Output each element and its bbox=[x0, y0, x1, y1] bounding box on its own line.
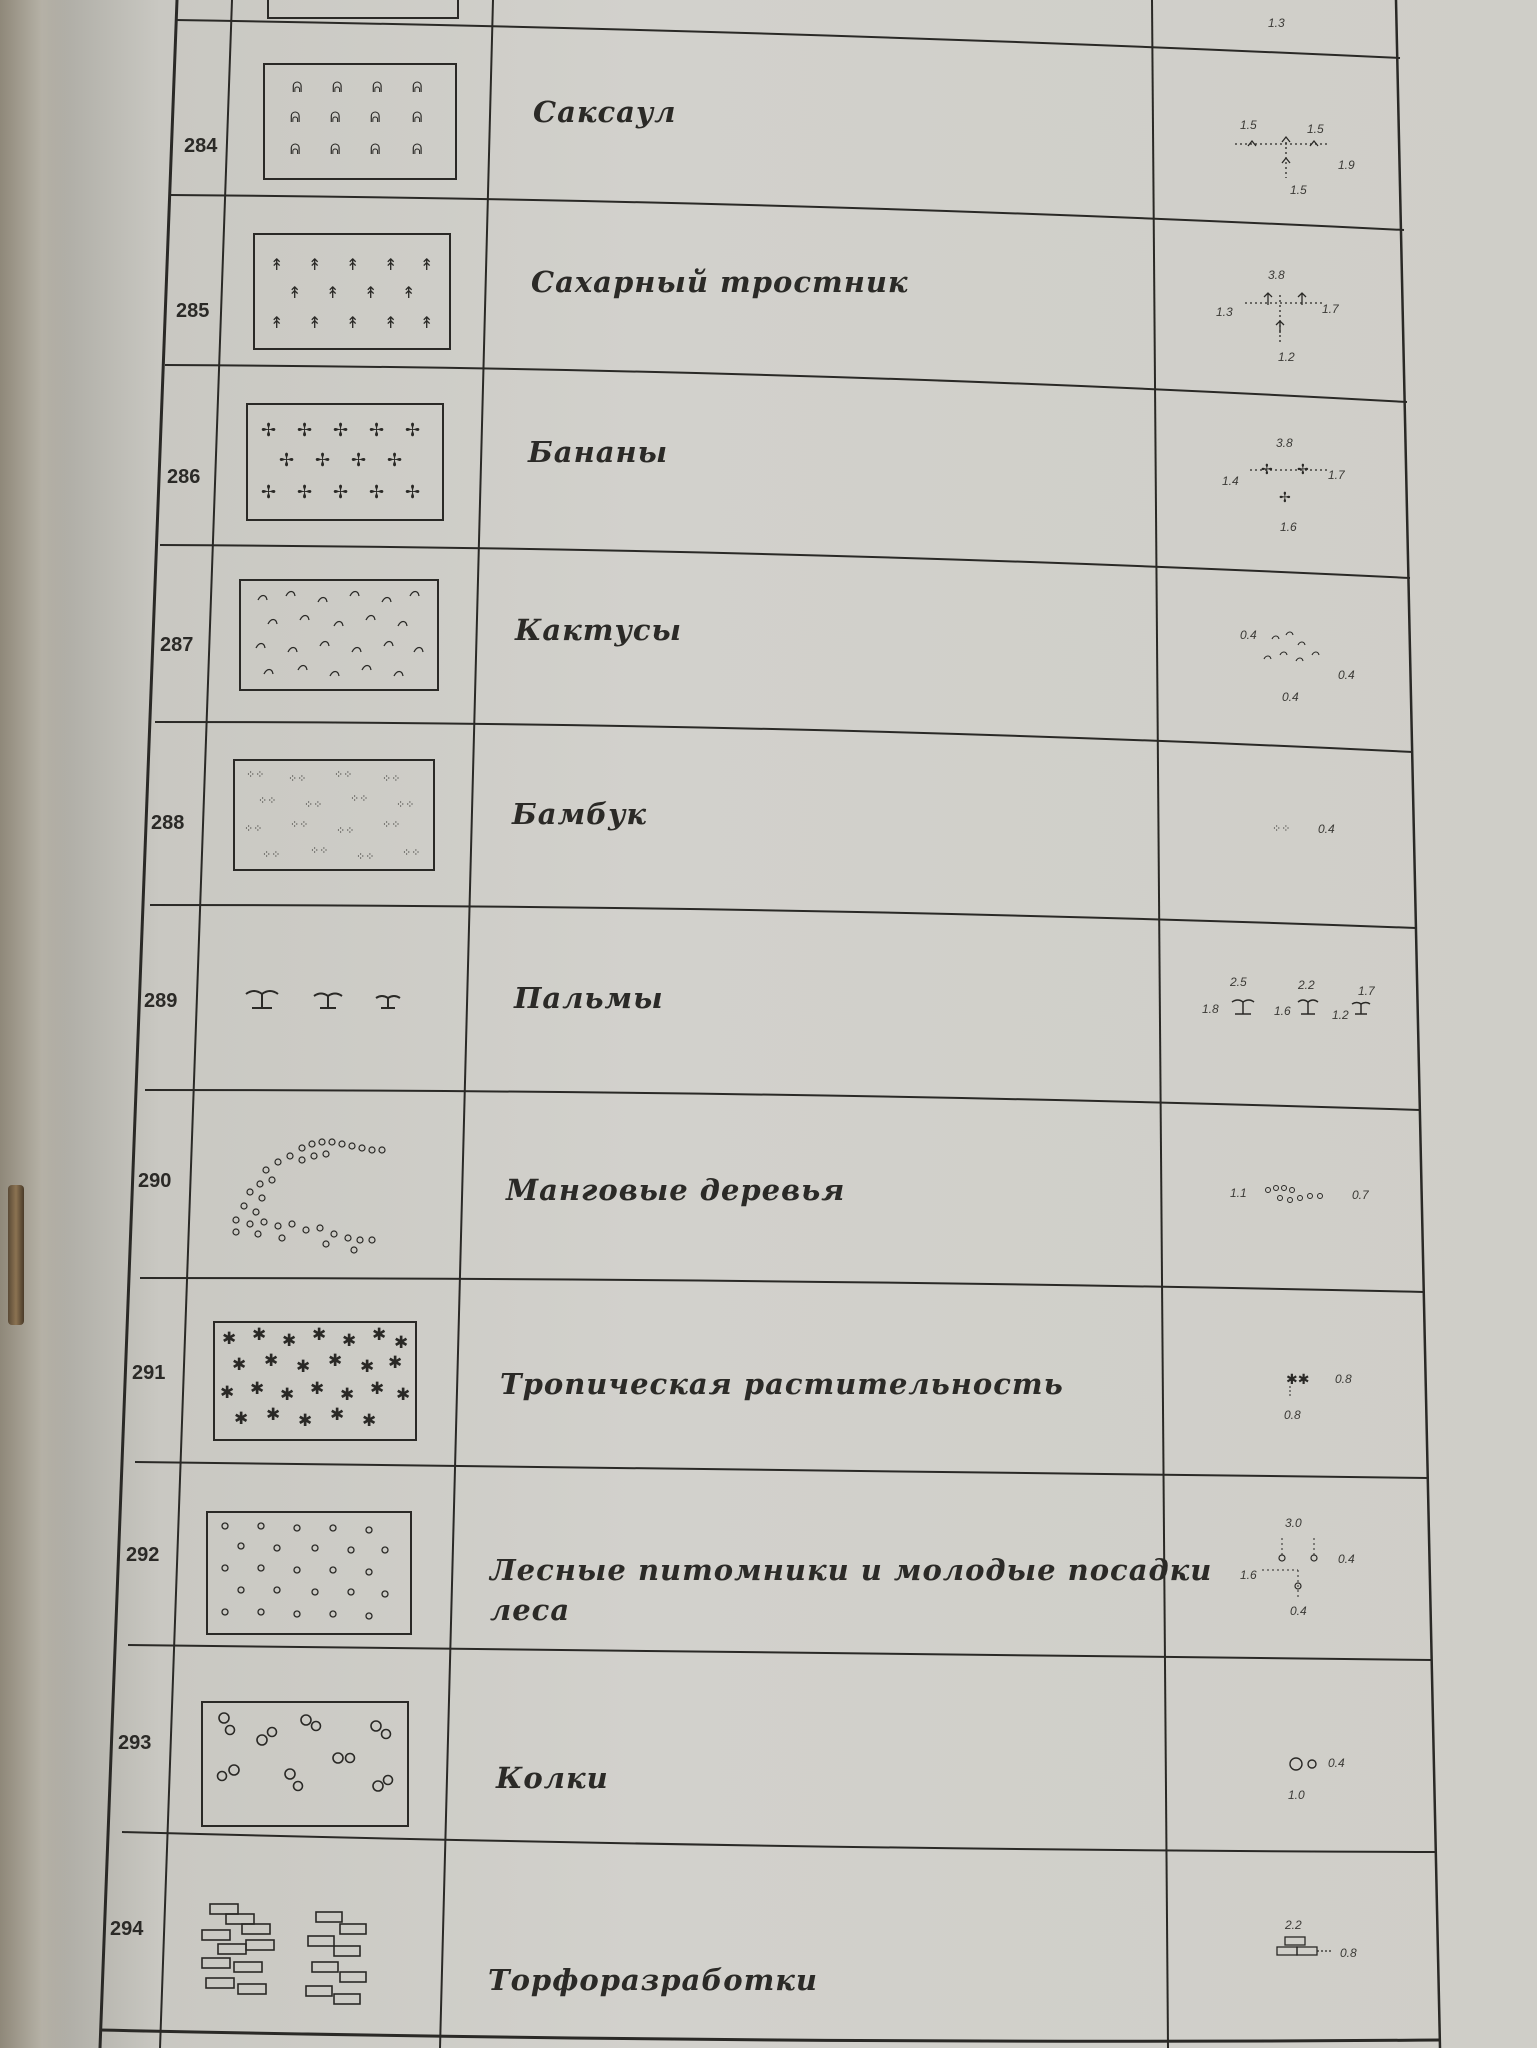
svg-text:ᕱ: ᕱ bbox=[290, 110, 301, 126]
palm-symbol bbox=[240, 986, 410, 1016]
svg-text:✱: ✱ bbox=[330, 1405, 345, 1425]
svg-text:↟: ↟ bbox=[346, 313, 360, 332]
svg-text:✢: ✢ bbox=[297, 420, 313, 441]
svg-text:↟: ↟ bbox=[308, 313, 322, 332]
svg-text:✢: ✢ bbox=[279, 450, 295, 471]
svg-text:✱: ✱ bbox=[312, 1325, 327, 1345]
dim-label: 1.7 bbox=[1358, 984, 1375, 998]
dim-label: 2.5 bbox=[1230, 975, 1247, 989]
svg-text:⁘⁘: ⁘⁘ bbox=[304, 798, 323, 811]
dim-label: 0.4 bbox=[1240, 628, 1257, 642]
svg-text:✱: ✱ bbox=[264, 1351, 279, 1371]
svg-text:✢: ✢ bbox=[261, 482, 277, 503]
row-name: Кактусы bbox=[515, 613, 682, 647]
svg-text:✢: ✢ bbox=[369, 482, 385, 503]
svg-text:ᕱ: ᕱ bbox=[412, 80, 423, 96]
row-number: 291 bbox=[132, 1362, 166, 1384]
dim-label: 0.4 bbox=[1318, 822, 1335, 836]
dim-label: 1.8 bbox=[1202, 1002, 1219, 1016]
svg-text:✱: ✱ bbox=[388, 1353, 403, 1373]
svg-text:⁘⁘: ⁘⁘ bbox=[1272, 822, 1291, 835]
svg-text:⁘⁘: ⁘⁘ bbox=[262, 848, 281, 861]
svg-text:✢: ✢ bbox=[315, 450, 331, 471]
dim-label: 1.1 bbox=[1230, 1186, 1247, 1200]
svg-text:✱: ✱ bbox=[372, 1325, 387, 1345]
svg-text:✱: ✱ bbox=[222, 1329, 237, 1349]
kolki-dimension-sketch bbox=[1284, 1754, 1324, 1784]
dim-label: 1.3 bbox=[1216, 305, 1233, 319]
dim-label: 1.5 bbox=[1290, 183, 1307, 197]
svg-text:ᕱ: ᕱ bbox=[330, 142, 341, 158]
svg-text:⁘⁘: ⁘⁘ bbox=[356, 850, 375, 863]
svg-text:↟: ↟ bbox=[420, 255, 434, 274]
svg-text:⁘⁘: ⁘⁘ bbox=[310, 844, 329, 857]
svg-text:✱: ✱ bbox=[394, 1333, 409, 1353]
svg-text:✢: ✢ bbox=[387, 450, 403, 471]
svg-text:✱: ✱ bbox=[280, 1385, 295, 1405]
svg-text:ᕱ: ᕱ bbox=[332, 80, 343, 96]
svg-text:✢: ✢ bbox=[369, 420, 385, 441]
cactus-symbol bbox=[238, 578, 442, 696]
dim-label: 3.0 bbox=[1285, 1516, 1302, 1530]
svg-text:↟: ↟ bbox=[326, 283, 340, 302]
svg-text:⁘⁘: ⁘⁘ bbox=[402, 846, 421, 859]
svg-text:✱: ✱ bbox=[340, 1385, 355, 1405]
svg-text:⁘⁘: ⁘⁘ bbox=[288, 772, 307, 785]
banana-symbol bbox=[245, 402, 447, 526]
dim-label: 0.4 bbox=[1290, 1604, 1307, 1618]
dim-label: 1.6 bbox=[1240, 1568, 1257, 1582]
banana-dimension-sketch bbox=[1245, 452, 1335, 517]
dim-label: 0.4 bbox=[1338, 668, 1355, 682]
svg-text:↟: ↟ bbox=[288, 283, 302, 302]
svg-text:✱: ✱ bbox=[370, 1379, 385, 1399]
svg-text:ᕱ: ᕱ bbox=[370, 110, 381, 126]
svg-text:↟: ↟ bbox=[308, 255, 322, 274]
bamboo-symbol bbox=[232, 758, 438, 876]
dim-label: 0.8 bbox=[1340, 1946, 1357, 1960]
dim-label: 1.5 bbox=[1307, 122, 1324, 136]
dim-label: 0.8 bbox=[1335, 1372, 1352, 1386]
svg-text:✱: ✱ bbox=[266, 1405, 281, 1425]
svg-text:↟: ↟ bbox=[270, 255, 284, 274]
svg-text:✢: ✢ bbox=[261, 420, 277, 441]
nursery-symbol bbox=[205, 1510, 415, 1638]
svg-text:✢: ✢ bbox=[297, 482, 313, 503]
dim-label: 2.2 bbox=[1298, 978, 1315, 992]
row-number: 286 bbox=[167, 466, 201, 488]
svg-text:✢: ✢ bbox=[1261, 462, 1273, 478]
dim-label: 0.7 bbox=[1352, 1188, 1369, 1202]
top-partial-dim: 1.3 bbox=[1268, 16, 1285, 30]
svg-text:✱: ✱ bbox=[362, 1411, 377, 1431]
dim-label: 1.4 bbox=[1222, 474, 1239, 488]
svg-text:✢: ✢ bbox=[333, 420, 349, 441]
nursery-dimension-sketch bbox=[1262, 1530, 1342, 1605]
dim-label: 0.4 bbox=[1282, 690, 1299, 704]
svg-text:⁘⁘: ⁘⁘ bbox=[290, 818, 309, 831]
dim-label: 1.2 bbox=[1278, 350, 1295, 364]
row-name: Пальмы bbox=[514, 981, 664, 1015]
svg-text:✱: ✱ bbox=[250, 1379, 265, 1399]
svg-text:ᕱ: ᕱ bbox=[412, 142, 423, 158]
dim-label: 1.0 bbox=[1288, 1788, 1305, 1802]
svg-text:ᕱ: ᕱ bbox=[412, 110, 423, 126]
svg-text:↟: ↟ bbox=[402, 283, 416, 302]
svg-text:✱: ✱ bbox=[360, 1357, 375, 1377]
svg-text:✱✱: ✱✱ bbox=[1286, 1372, 1310, 1388]
row-number: 289 bbox=[144, 990, 178, 1012]
cactus-dimension-sketch bbox=[1258, 625, 1338, 687]
row-number: 284 bbox=[184, 135, 218, 157]
dim-label: 1.7 bbox=[1322, 302, 1339, 316]
svg-text:✢: ✢ bbox=[1279, 490, 1291, 506]
palm-dimension-sketch bbox=[1218, 994, 1388, 1022]
svg-text:✱: ✱ bbox=[342, 1331, 357, 1351]
dim-label: 1.9 bbox=[1338, 158, 1355, 172]
svg-text:↟: ↟ bbox=[270, 313, 284, 332]
row-number: 292 bbox=[126, 1544, 160, 1566]
row-name: Саксаул bbox=[533, 95, 677, 129]
row-number: 285 bbox=[176, 300, 210, 322]
dim-label: 0.4 bbox=[1328, 1756, 1345, 1770]
row-name: Лесные питомники и молодые посадки bbox=[490, 1553, 1213, 1587]
row-name: Тропическая растительность bbox=[500, 1367, 1064, 1401]
svg-text:✱: ✱ bbox=[298, 1411, 313, 1431]
dim-label: 1.5 bbox=[1240, 118, 1257, 132]
row-name: Колки bbox=[496, 1761, 609, 1795]
dim-label: 1.6 bbox=[1274, 1004, 1291, 1018]
row-number: 293 bbox=[118, 1732, 152, 1754]
svg-text:✢: ✢ bbox=[405, 482, 421, 503]
svg-text:⁘⁘: ⁘⁘ bbox=[244, 822, 263, 835]
tropical-dimension-sketch bbox=[1282, 1368, 1322, 1400]
dim-label: 0.8 bbox=[1284, 1408, 1301, 1422]
svg-text:↟: ↟ bbox=[384, 313, 398, 332]
svg-text:ᕱ: ᕱ bbox=[372, 80, 383, 96]
svg-text:✱: ✱ bbox=[296, 1357, 311, 1377]
svg-text:⁘⁘: ⁘⁘ bbox=[382, 772, 401, 785]
mango-symbol bbox=[222, 1128, 402, 1258]
svg-text:⁘⁘: ⁘⁘ bbox=[336, 824, 355, 837]
dim-label: 3.8 bbox=[1276, 436, 1293, 450]
row-number: 287 bbox=[160, 634, 194, 656]
row-name: Торфоразработки bbox=[488, 1963, 819, 1997]
svg-text:⁘⁘: ⁘⁘ bbox=[396, 798, 415, 811]
svg-text:✱: ✱ bbox=[328, 1351, 343, 1371]
dim-label: 1.6 bbox=[1280, 520, 1297, 534]
sugarcane-dimension-sketch bbox=[1240, 285, 1330, 350]
row-name: Сахарный тростник bbox=[531, 265, 909, 299]
svg-text:↟: ↟ bbox=[346, 255, 360, 274]
svg-text:✱: ✱ bbox=[396, 1385, 411, 1405]
tropical-vegetation-symbol bbox=[212, 1320, 420, 1444]
svg-text:⁘⁘: ⁘⁘ bbox=[334, 768, 353, 781]
svg-text:✱: ✱ bbox=[234, 1409, 249, 1429]
dim-label: 1.2 bbox=[1332, 1008, 1349, 1022]
dim-label: 1.7 bbox=[1328, 468, 1345, 482]
dim-label: 0.4 bbox=[1338, 1552, 1355, 1566]
svg-text:✱: ✱ bbox=[232, 1355, 247, 1375]
peat-extraction-symbol bbox=[198, 1900, 398, 2010]
dim-label: 3.8 bbox=[1268, 268, 1285, 282]
svg-text:✢: ✢ bbox=[351, 450, 367, 471]
svg-text:✢: ✢ bbox=[333, 482, 349, 503]
svg-text:⁘⁘: ⁘⁘ bbox=[350, 792, 369, 805]
svg-text:✢: ✢ bbox=[1297, 462, 1309, 478]
svg-text:⁘⁘: ⁘⁘ bbox=[382, 818, 401, 831]
svg-text:ᕱ: ᕱ bbox=[292, 80, 303, 96]
saxaul-symbol bbox=[262, 62, 462, 186]
row-number: 288 bbox=[151, 812, 185, 834]
svg-text:✱: ✱ bbox=[282, 1331, 297, 1351]
row-name-continued: леса bbox=[490, 1593, 571, 1627]
mango-dimension-sketch bbox=[1250, 1180, 1340, 1208]
svg-text:↟: ↟ bbox=[364, 283, 378, 302]
bamboo-dimension-sketch bbox=[1270, 816, 1315, 842]
svg-text:ᕱ: ᕱ bbox=[370, 142, 381, 158]
svg-text:✱: ✱ bbox=[252, 1325, 267, 1345]
sugarcane-symbol bbox=[252, 232, 454, 354]
svg-text:⁘⁘: ⁘⁘ bbox=[246, 768, 265, 781]
svg-text:✱: ✱ bbox=[220, 1383, 235, 1403]
svg-text:ᕱ: ᕱ bbox=[290, 142, 301, 158]
svg-text:ᕱ: ᕱ bbox=[330, 110, 341, 126]
row-name: Манговые деревья bbox=[506, 1173, 846, 1207]
svg-text:↟: ↟ bbox=[384, 255, 398, 274]
row-number: 290 bbox=[138, 1170, 172, 1192]
kolki-symbol bbox=[200, 1700, 412, 1830]
svg-text:✢: ✢ bbox=[405, 420, 421, 441]
saxaul-dimension-sketch bbox=[1230, 128, 1340, 183]
dim-label: 2.2 bbox=[1285, 1918, 1302, 1932]
svg-text:↟: ↟ bbox=[420, 313, 434, 332]
row-name: Бамбук bbox=[512, 797, 648, 831]
row-name: Бананы bbox=[528, 435, 669, 469]
svg-text:⁘⁘: ⁘⁘ bbox=[258, 794, 277, 807]
row-number: 294 bbox=[110, 1918, 144, 1940]
peat-dimension-sketch bbox=[1275, 1935, 1335, 1963]
svg-text:✱: ✱ bbox=[310, 1379, 325, 1399]
